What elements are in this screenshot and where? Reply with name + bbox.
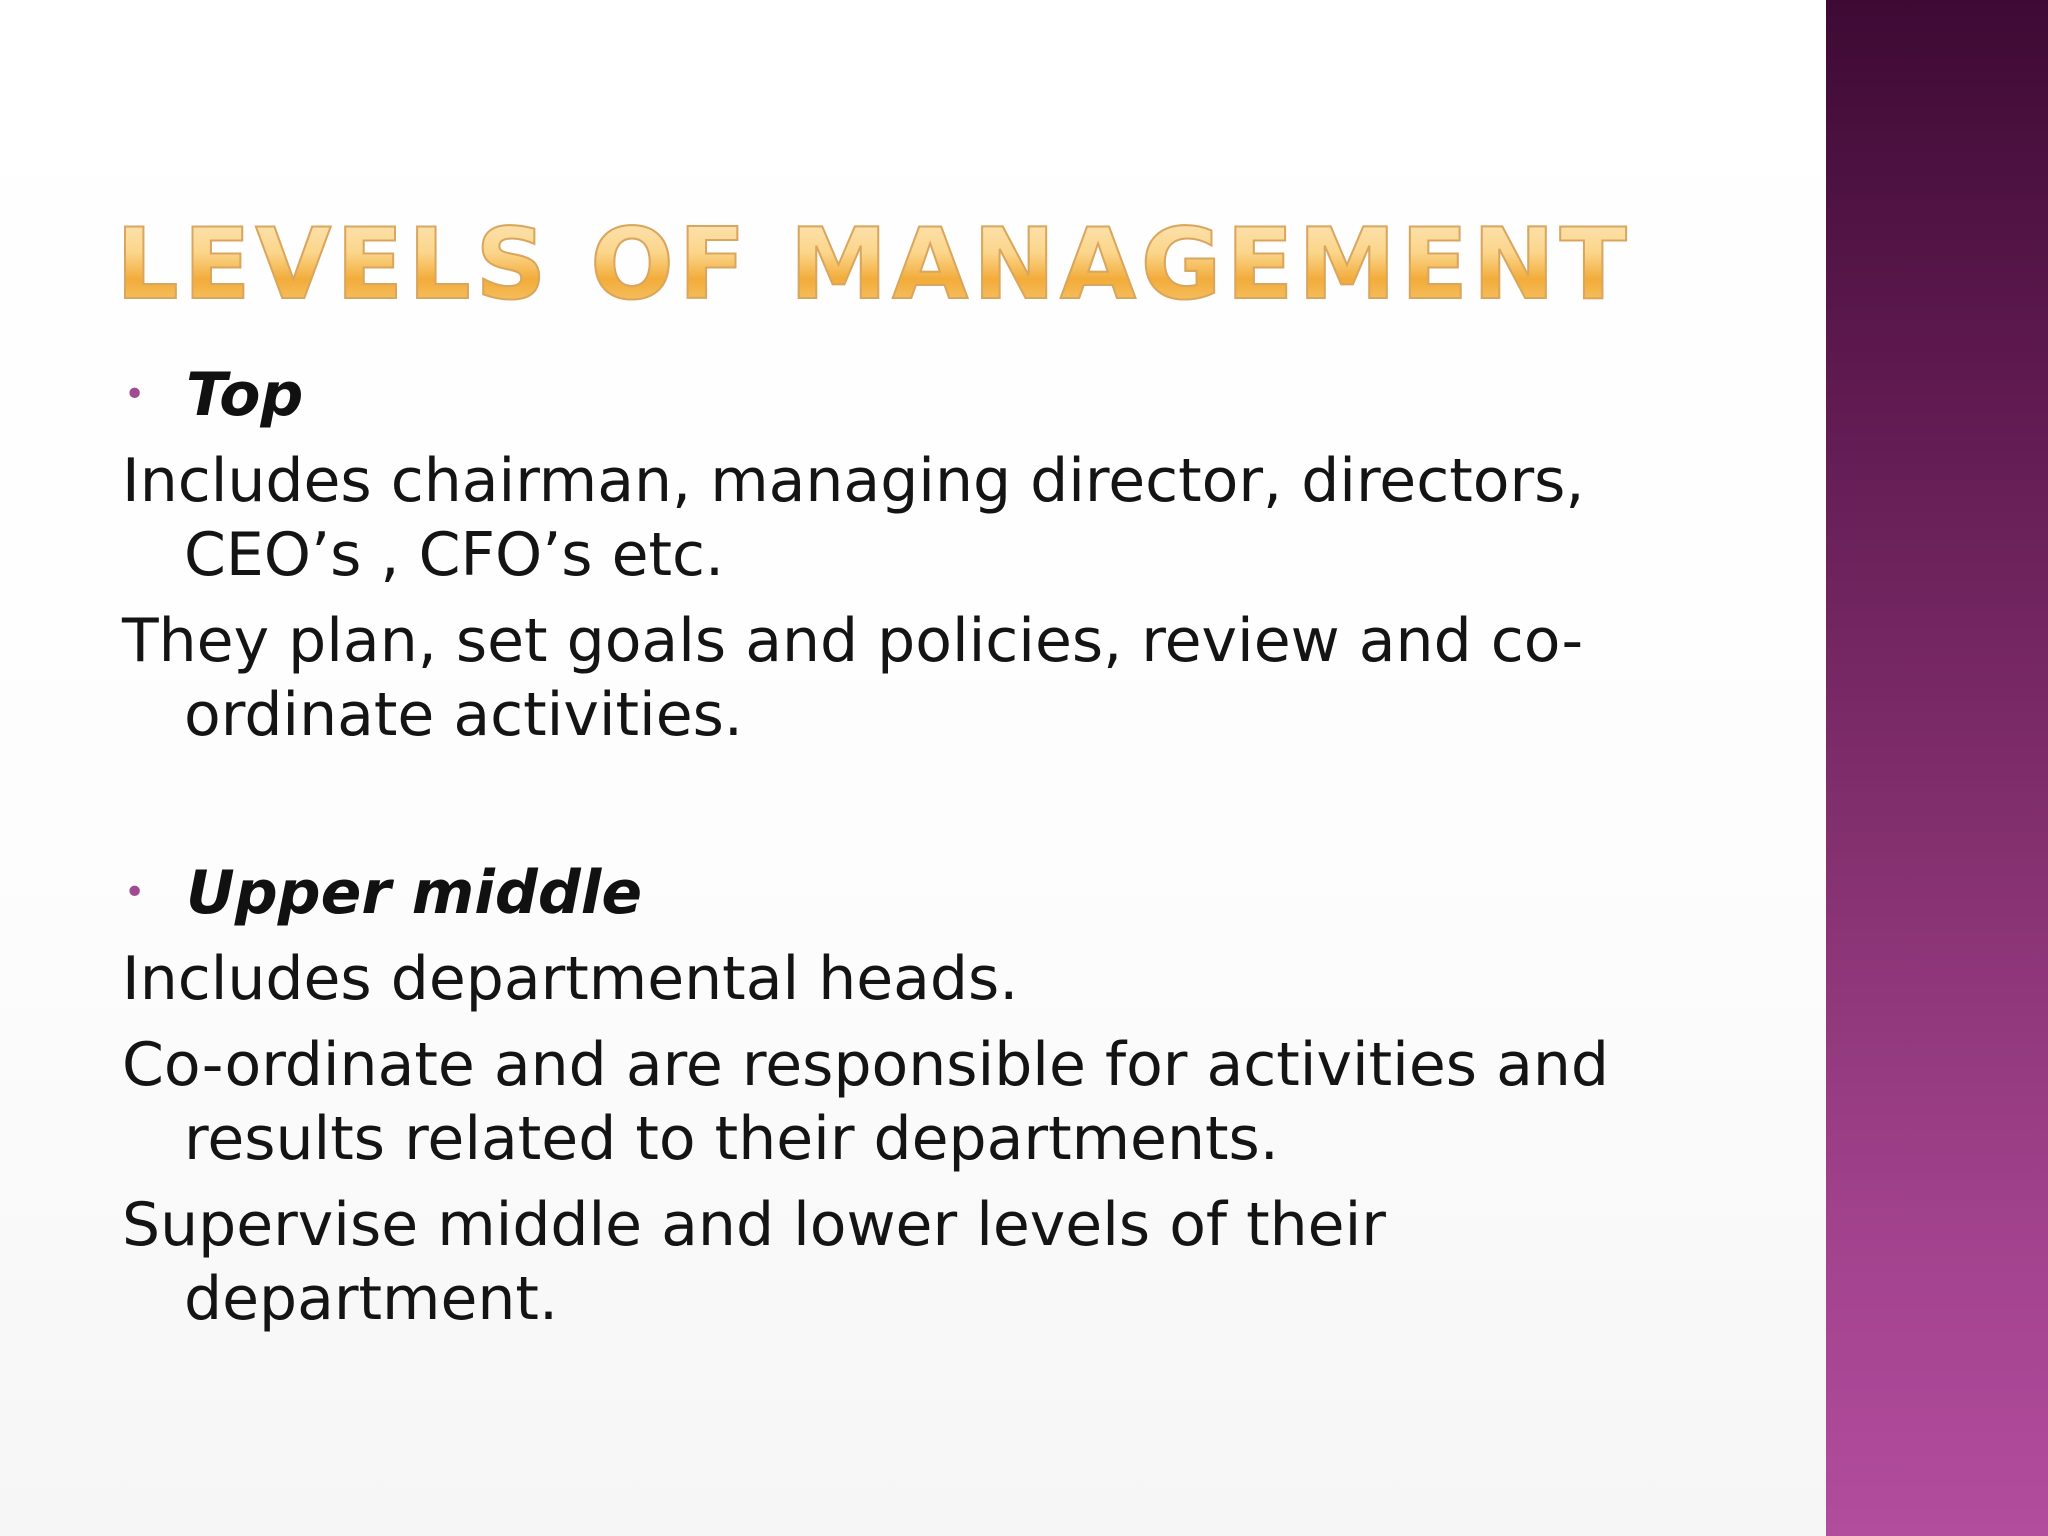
section-heading-upper-middle	[122, 856, 1742, 930]
body-paragraph: They plan, set goals and policies, review and co-ordinate activities.	[122, 606, 1584, 750]
slide-body	[122, 358, 1742, 1348]
bullet-icon: •	[124, 872, 146, 913]
body-paragraph: Includes chairman, managing director, directors, CEO’s , CFO’s etc.	[122, 446, 1585, 590]
decorative-side-band	[1826, 0, 2048, 1536]
slide-title: LEVELS OF MANAGEMENT	[116, 205, 1632, 325]
section-spacer	[122, 764, 1742, 856]
section-heading-text: Top	[186, 360, 304, 430]
body-paragraph: Supervise middle and lower levels of their department.	[122, 1190, 1386, 1334]
bullet-icon: •	[124, 374, 146, 415]
body-paragraph: Includes departmental heads.	[122, 944, 1019, 1014]
section-heading-text: Upper middle	[186, 858, 643, 928]
section-heading-top	[122, 358, 1742, 432]
body-paragraph: Co-ordinate and are responsible for activities and results related to their departments.	[122, 1030, 1609, 1174]
